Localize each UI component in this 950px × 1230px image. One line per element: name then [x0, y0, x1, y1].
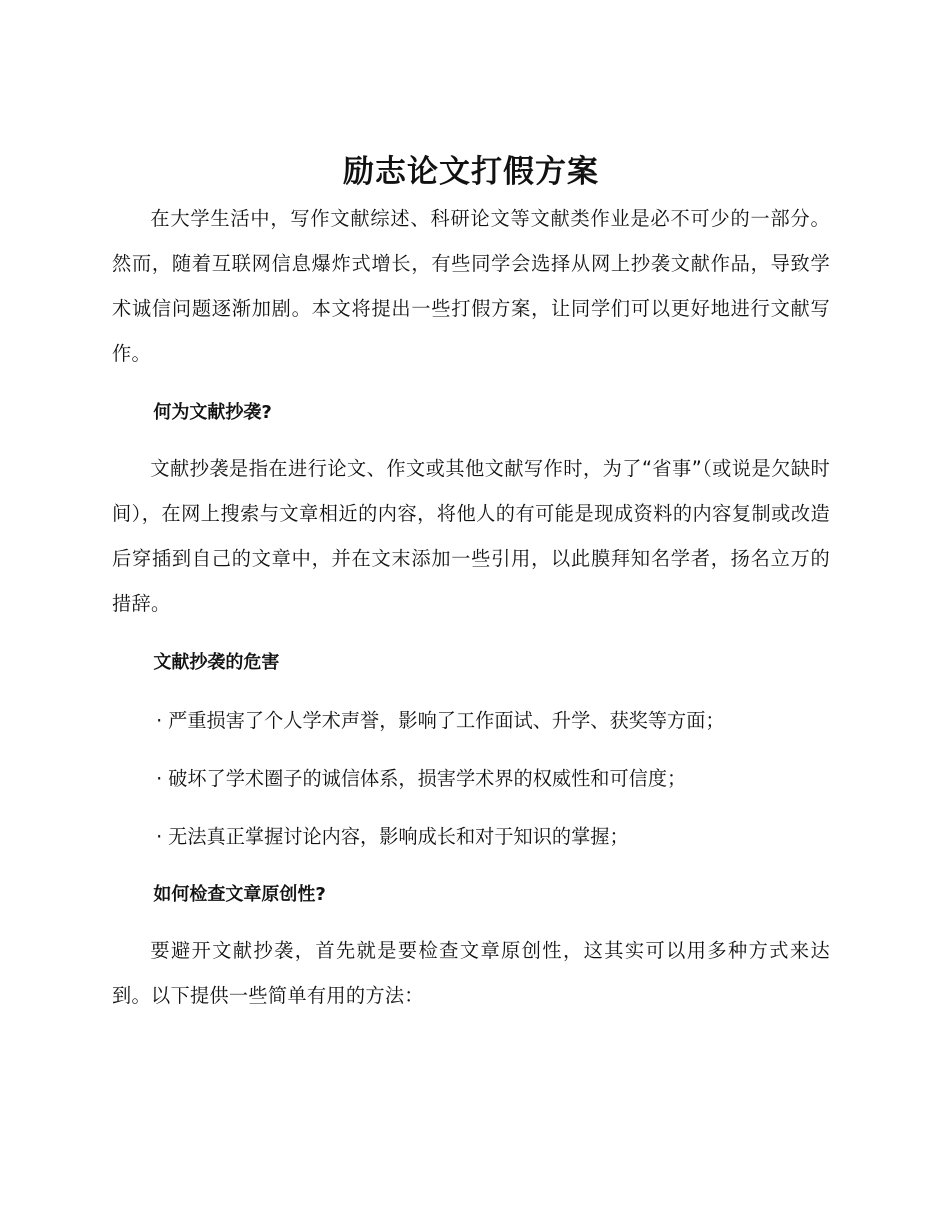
- bullet-icon: ·: [156, 825, 163, 848]
- harm-list-item: [112, 692, 830, 750]
- harm-list-item-text: 严重损害了个人学术声誉，影响了工作面试、升学、获奖等方面；: [168, 709, 725, 732]
- harm-list-item: [112, 750, 830, 808]
- plagiarism-definition-paragraph: 文献抄袭是指在进行论文、作文或其他文献写作时，为了“省事”（或说是欠缺时间），在网上搜索与文章相近的内容，将他人的有可能是现成资料的内容复制或改造后穿插到自己的文章中，并在文末添加一些引用，以此膜拜知名学者，扬名立万的措辞。: [112, 457, 830, 615]
- harm-list-item-text: 破坏了学术圈子的诚信体系，损害学术界的权威性和可信度；: [168, 767, 687, 790]
- intro-paragraph: 在大学生活中，写作文献综述、科研论文等文献类作业是必不可少的一部分。然而，随着互联网信息爆炸式增长，有些同学会选择从网上抄袭文献作品，导致学术诚信问题逐渐加剧。本文将提出一些打假方案，让同学们可以更好地进行文献写作。: [112, 207, 830, 365]
- section-heading-harms: 文献抄袭的危害: [153, 652, 280, 673]
- document-title: 励志论文打假方案: [343, 154, 599, 190]
- document-page: [112, 148, 830, 1018]
- harm-list-item: [112, 808, 830, 866]
- check-originality-paragraph: 要避开文献抄袭，首先就是要检查文章原创性，这其实可以用多种方式来达到。以下提供一些简单有用的方法：: [112, 939, 830, 1007]
- bullet-icon: ·: [156, 767, 163, 790]
- harm-list-item-text: 无法真正掌握讨论内容，影响成长和对于知识的掌握；: [168, 825, 629, 848]
- section-heading-check-originality: 如何检查文章原创性?: [153, 884, 326, 905]
- bullet-icon: ·: [156, 709, 163, 732]
- section-heading-what-is-plagiarism: 何为文献抄袭?: [153, 402, 272, 423]
